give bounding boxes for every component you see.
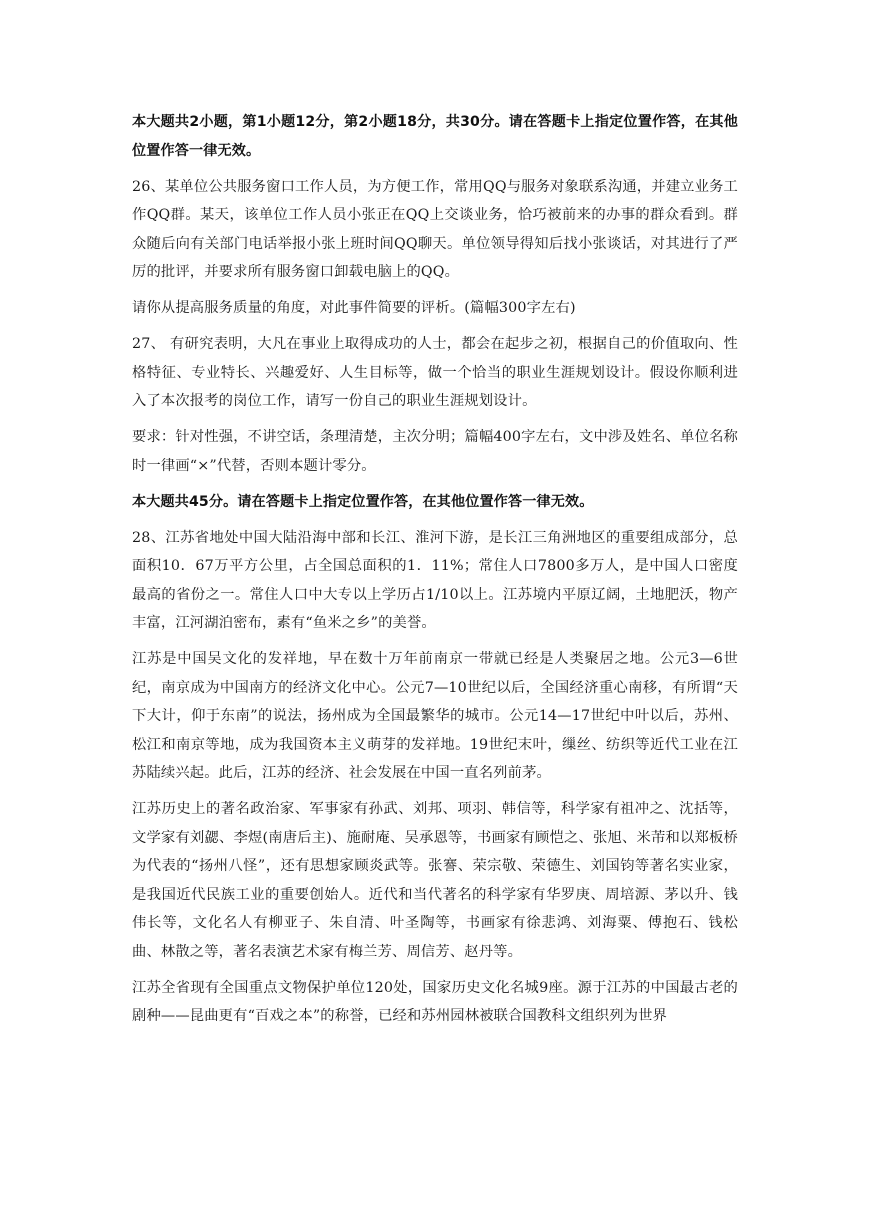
document-body bbox=[132, 108, 738, 1031]
material-figures-paragraph: 江苏历史上的著名政治家、军事家有孙武、刘邦、项羽、韩信等，科学家有祖冲之、沈括等，文学家有刘勰、李煜(南唐后主)、施耐庵、吴承恩等，书画家有顾恺之、张旭、米芾和以郑板桥为代表的“扬州八怪”，还有思想家顾炎武等。张謇、荣宗敬、荣德生、刘国钧等著名实业家，是我国近代民族工业的重要创始人。近代和当代著名的科学家有华罗庚、周培源、茅以升、钱伟长等，文化名人有柳亚子、朱自清、叶圣陶等，书画家有徐悲鸿、刘海粟、傅抱石、钱松曲、林散之等，著名表演艺术家有梅兰芳、周信芳、赵丹等。 bbox=[132, 801, 738, 960]
material-history-paragraph: 江苏是中国吴文化的发祥地，早在数十万年前南京一带就已经是人类聚居之地。公元3—6世纪，南京成为中国南方的经济文化中心。公元7—10世纪以后，全国经济重心南移，有所谓“天下大计，仰于东南”的说法，扬州成为全国最繁华的城市。公元14—17世纪中叶以后，苏州、松江和南京等地，成为我国资本主义萌芽的发祥地。19世纪末叶，缫丝、纺织等近代工业在江苏陆续兴起。此后，江苏的经济、社会发展在中国一直名列前茅。 bbox=[132, 651, 738, 781]
question-26: 26、某单位公共服务窗口工作人员，为方便工作，常用QQ与服务对象联系沟通，并建立业务工作QQ群。某天，该单位工作人员小张正在QQ上交谈业务，恰巧被前来的办事的群众看到。群众随后向有关部门电话举报小张上班时间QQ聊天。单位领导得知后找小张谈话，对其进行了严厉的批评，并要求所有服务窗口卸载电脑上的QQ。 bbox=[132, 178, 738, 280]
question-28: 28、江苏省地处中国大陆沿海中部和长江、淮河下游，是长江三角洲地区的重要组成部分，总面积10．67万平方公里，占全国总面积的1．11%；常住人口7800多万人，是中国人口密度最高的省份之一。常住人口中大专以上学历占1/10以上。江苏境内平原辽阔，土地肥沃，物产丰富，江河湖泊密布，素有“鱼米之乡”的美誉。 bbox=[132, 529, 738, 631]
section-instruction-2: 本大题共45分。请在答题卡上指定位置作答，在其他位置作答一律无效。 bbox=[132, 493, 594, 510]
question-27-requirement: 要求：针对性强，不讲空话，条理清楚，主次分明；篇幅400字左右，文中涉及姓名、单位名称时一律画“×”代替，否则本题计零分。 bbox=[132, 429, 738, 474]
question-26-requirement: 请你从提高服务质量的角度，对此事件简要的评析。(篇幅300字左右) bbox=[132, 300, 576, 316]
question-27: 27、 有研究表明，大凡在事业上取得成功的人士，都会在起步之初，根据自己的价值取向、性格特征、专业特长、兴趣爱好、人生目标等，做一个恰当的职业生涯规划设计。假设你顺利进入了本次报考的岗位工作，请写一份自己的职业生涯规划设计。 bbox=[132, 336, 738, 409]
material-heritage-paragraph: 江苏全省现有全国重点文物保护单位120处，国家历史文化名城9座。源于江苏的中国最古老的剧种——昆曲更有“百戏之本”的称誉，已经和苏州园林被联合国教科文组织列为世界 bbox=[132, 979, 738, 1024]
section-instruction-1: 本大题共2小题，第1小题12分，第2小题18分，共30分。请在答题卡上指定位置作答，在其他位置作答一律无效。 bbox=[132, 114, 738, 159]
